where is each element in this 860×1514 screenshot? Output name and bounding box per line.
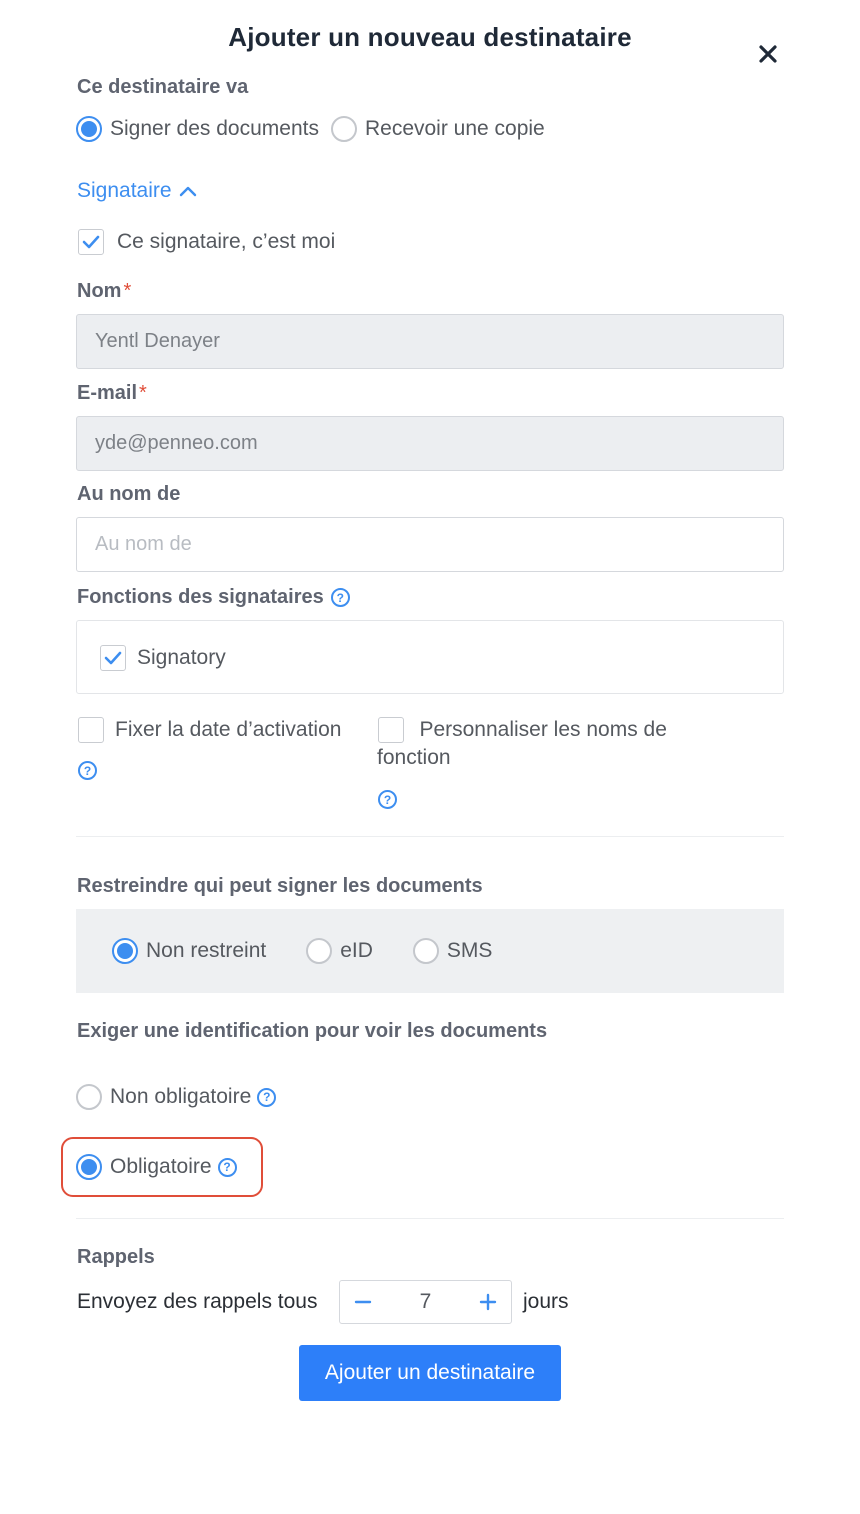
restriction-option-sms[interactable] <box>413 938 493 964</box>
custom-role-names-option[interactable] <box>378 717 667 743</box>
activation-date-label: Fixer la date d’activation <box>115 718 342 741</box>
on-behalf-input[interactable]: Au nom de <box>76 517 784 572</box>
reminder-days-input[interactable]: 7 <box>419 1290 432 1313</box>
restriction-panel <box>76 909 784 993</box>
signer-role-item[interactable] <box>100 645 226 671</box>
name-label-text: Nom <box>77 280 122 302</box>
close-icon <box>758 44 778 64</box>
signer-roles-box <box>76 620 784 694</box>
restriction-option-none-label: Non restreint <box>146 939 267 962</box>
email-label-text: E-mail <box>77 382 138 404</box>
email-label <box>77 382 147 405</box>
restriction-option-none[interactable] <box>112 938 266 964</box>
checkmark-icon <box>82 235 100 249</box>
help-icon[interactable]: ? <box>218 1158 237 1177</box>
signer-section-toggle[interactable] <box>77 179 198 203</box>
identification-label: Exiger une identification pour voir les documents <box>77 1020 548 1042</box>
restriction-option-eid-label: eID <box>340 939 373 962</box>
reminders-prefix: Envoyez des rappels tous <box>77 1290 318 1313</box>
name-label <box>77 280 131 303</box>
self-signer-checkbox[interactable] <box>78 229 104 255</box>
signer-roles-label <box>77 586 350 609</box>
role-option-copy-label: Recevoir une copie <box>364 117 545 140</box>
on-behalf-label: Au nom de <box>77 483 181 505</box>
help-icon[interactable]: ? <box>378 790 397 809</box>
radio-selected-icon[interactable] <box>76 116 102 142</box>
signer-roles-label-text: Fonctions des signataires <box>77 586 324 608</box>
custom-role-names-label-line2: fonction <box>377 746 451 769</box>
custom-role-names-checkbox[interactable] <box>378 717 404 743</box>
name-field[interactable]: Yentl Denayer <box>76 314 784 369</box>
help-icon[interactable]: ? <box>78 761 97 780</box>
signer-role-label: Signatory <box>137 646 226 669</box>
divider <box>76 1218 784 1219</box>
radio-unselected-icon[interactable] <box>331 116 357 142</box>
radio-unselected-icon[interactable] <box>76 1084 102 1110</box>
email-field[interactable]: yde@penneo.com <box>76 416 784 471</box>
role-label: Ce destinataire va <box>77 76 249 98</box>
checkmark-icon <box>104 651 122 665</box>
help-icon[interactable]: ? <box>257 1088 276 1107</box>
reminders-suffix: jours <box>523 1290 569 1313</box>
role-option-sign[interactable] <box>76 116 319 142</box>
radio-unselected-icon[interactable] <box>413 938 439 964</box>
restriction-option-sms-label: SMS <box>446 939 493 962</box>
increment-button[interactable] <box>477 1291 499 1313</box>
radio-selected-icon[interactable] <box>76 1154 102 1180</box>
reminder-stepper <box>339 1280 512 1324</box>
radio-unselected-icon[interactable] <box>306 938 332 964</box>
activation-date-option[interactable] <box>78 717 341 743</box>
self-signer-option[interactable] <box>78 229 335 255</box>
plus-icon <box>479 1293 497 1311</box>
role-option-copy[interactable] <box>331 116 545 142</box>
required-marker: * <box>123 280 132 302</box>
chevron-up-icon <box>178 184 198 198</box>
role-option-sign-label: Signer des documents <box>110 117 319 140</box>
custom-role-names-label-line1: Personnaliser les noms de <box>419 718 667 741</box>
modal-title: Ajouter un nouveau destinataire <box>228 22 632 52</box>
radio-selected-icon[interactable] <box>112 938 138 964</box>
identification-option-required[interactable] <box>76 1154 237 1180</box>
activation-date-checkbox[interactable] <box>78 717 104 743</box>
reminders-label: Rappels <box>77 1246 155 1268</box>
restriction-label: Restreindre qui peut signer les documents <box>77 875 483 897</box>
close-button[interactable] <box>752 38 784 70</box>
add-recipient-button[interactable]: Ajouter un destinataire <box>299 1345 561 1401</box>
minus-icon <box>354 1293 372 1311</box>
identification-option-required-label: Obligatoire <box>110 1155 212 1178</box>
decrement-button[interactable] <box>352 1291 374 1313</box>
identification-option-optional-label: Non obligatoire <box>110 1085 252 1108</box>
help-icon[interactable]: ? <box>331 588 350 607</box>
signer-section-label: Signataire <box>77 179 172 202</box>
self-signer-label: Ce signataire, c’est moi <box>117 230 336 253</box>
signer-role-checkbox[interactable] <box>100 645 126 671</box>
identification-option-optional[interactable] <box>76 1084 276 1110</box>
required-marker: * <box>139 382 147 404</box>
restriction-option-eid[interactable] <box>306 938 373 964</box>
divider <box>76 836 784 837</box>
